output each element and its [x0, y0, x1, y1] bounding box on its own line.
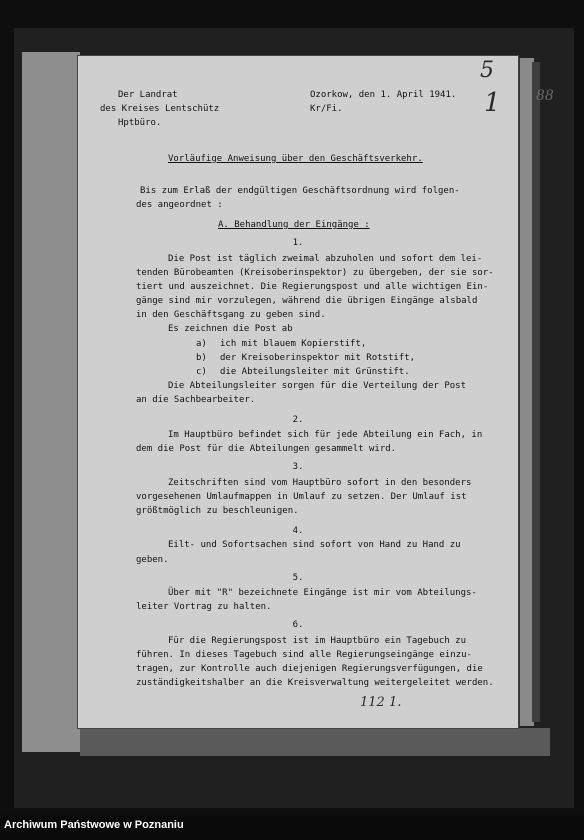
paragraph-line: Im Hauptbüro befindet sich für jede Abteilung ein Fach, in	[168, 430, 483, 440]
paragraph-line: Die Abteilungsleiter sorgen für die Verteilung der Post	[168, 381, 467, 391]
paragraph-line: Eilt- und Sofortsachen sind sofort von Hand zu Hand zu	[168, 540, 461, 550]
paragraph-number: 1.	[292, 238, 304, 248]
paragraph-line: größtmöglich zu beschleunigen.	[136, 506, 299, 516]
paragraph-number: 5.	[292, 573, 304, 583]
paragraph-line: zuständigkeitshalber an die Kreisverwaltung weitergeleitet werden.	[136, 678, 494, 688]
folder-backing	[22, 52, 80, 752]
handwritten-mark: 1	[484, 88, 501, 118]
list-text: die Abteilungsleiter mit Grünstift.	[220, 367, 410, 377]
paragraph-line: leiter Vortrag zu halten.	[136, 602, 272, 612]
handwritten-number: 5	[480, 58, 494, 83]
sender-line-2: des Kreises Lentschütz	[100, 104, 220, 114]
paragraph-line: Über mit "R" bezeichnete Eingänge ist mir vom Abteilungs-	[168, 588, 477, 598]
list-text: der Kreisoberinspektor mit Rotstift,	[220, 353, 416, 363]
paragraph-number: 3.	[292, 462, 304, 472]
list-letter: b)	[196, 353, 207, 363]
sender-line-1: Der Landrat	[118, 90, 178, 100]
section-heading: A. Behandlung der Eingänge :	[218, 220, 370, 230]
list-letter: c)	[196, 367, 207, 377]
paragraph-line: Es zeichnen die Post ab	[168, 324, 293, 334]
paragraph-line: führen. In dieses Tagebuch sind alle Regierungseingänge einzu-	[136, 650, 472, 660]
paragraph-line: gänge sind mir vorzulegen, während die übrigen Eingänge alsbald	[136, 296, 478, 306]
page-stack-edge-dark	[532, 62, 540, 722]
sender-line-3: Hptbüro.	[118, 118, 162, 128]
paragraph-line: geben.	[136, 555, 169, 565]
paragraph-line: an die Sachbearbeiter.	[136, 395, 256, 405]
paragraph-line: tenden Bürobeamten (Kreisoberinspektor) zu übergeben, der sie sor-	[136, 268, 494, 278]
paragraph-number: 2.	[292, 415, 304, 425]
paragraph-line: Zeitschriften sind vom Hauptbüro sofort in den besonders	[168, 478, 472, 488]
document-title: Vorläufige Anweisung über den Geschäftsverkehr.	[168, 154, 423, 164]
paragraph-line: Die Post ist täglich zweimal abzuholen und sofort dem lei-	[168, 254, 483, 264]
archive-caption: Archiwum Państwowe w Poznaniu	[4, 819, 184, 831]
paragraph-line: in den Geschäftsgang zu geben sind.	[136, 310, 326, 320]
reference-code: Kr/Fi.	[310, 104, 343, 114]
archive-caption-bar	[0, 814, 584, 840]
place-date: Ozorkow, den 1. April 1941.	[310, 90, 457, 100]
paragraph-number: 6.	[292, 620, 304, 630]
paragraph-line: tiert und auszeichnet. Die Regierungspost und alle wichtigen Ein-	[136, 282, 489, 292]
list-letter: a)	[196, 339, 207, 349]
folder-backing-bottom	[80, 728, 550, 756]
handwritten-footer-mark: 112 1.	[360, 695, 402, 710]
intro-line-2: des angeordnet :	[136, 200, 223, 210]
list-text: ich mit blauem Kopierstift,	[220, 339, 367, 349]
paragraph-line: Für die Regierungspost ist im Hauptbüro ein Tagebuch zu	[168, 636, 467, 646]
paragraph-line: tragen, zur Kontrolle auch diejenigen Regierungsverfügungen, die	[136, 664, 483, 674]
handwritten-edge-mark: 88	[536, 88, 554, 104]
paragraph-number: 4.	[292, 526, 304, 536]
document-page	[78, 56, 518, 728]
paragraph-line: dem die Post für die Abteilungen gesammelt wird.	[136, 444, 397, 454]
intro-line-1: Bis zum Erlaß der endgültigen Geschäftsordnung wird folgen-	[140, 186, 460, 196]
paragraph-line: vorgesehenen Umlaufmappen in Umlauf zu setzen. Der Umlauf ist	[136, 492, 467, 502]
